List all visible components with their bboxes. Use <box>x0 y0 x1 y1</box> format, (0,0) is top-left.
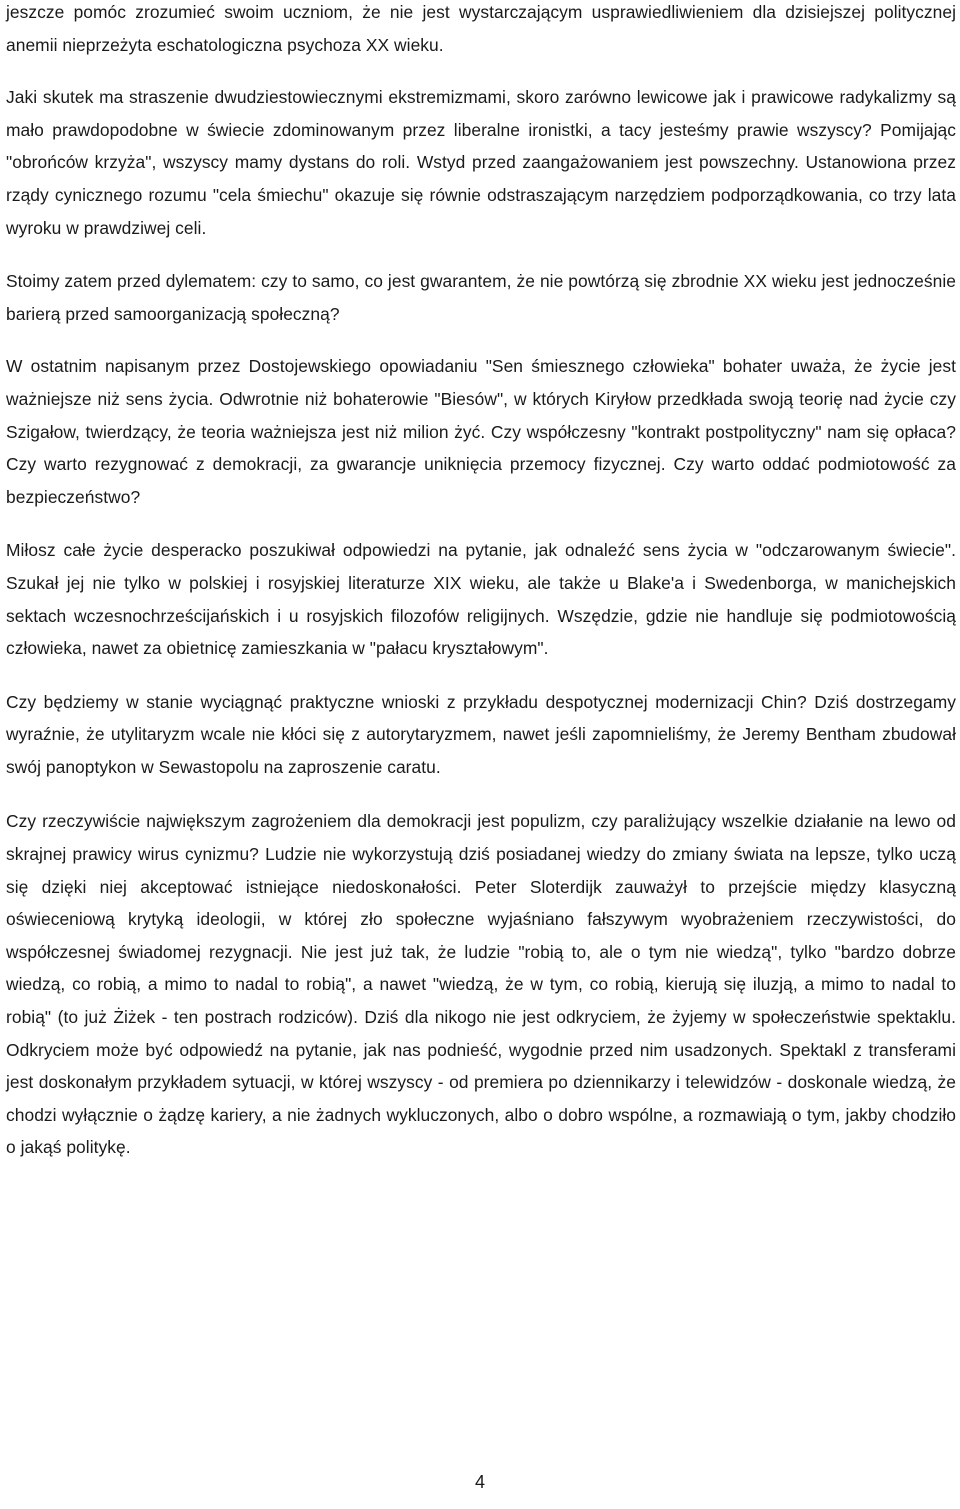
paragraph-1: jeszcze pomóc zrozumieć swoim uczniom, że nie jest wystarczającym usprawiedliwieniem dla dzisiejszej politycznej anemii nieprzeżyta eschatologiczna psychoza XX wieku. <box>6 2 956 55</box>
page-number: 4 <box>474 1472 485 1492</box>
paragraph-6: Czy będziemy w stanie wyciągnąć praktyczne wnioski z przykładu despotycznej modernizacji Chin? Dziś dostrzegamy wyraźnie, że utylitaryzm wcale nie kłóci się z autorytaryzmem, nawet jeśli zapomnieliśmy, że Jeremy Bentham zbudował swój panoptykon w Sewastopolu na zaproszenie caratu. <box>6 691 956 777</box>
paragraph-7: Czy rzeczywiście największym zagrożeniem dla demokracji jest populizm, czy paraliżujący wszelkie działanie na lewo od skrajnej prawicy wirus cynizmu? Ludzie nie wykorzystują dziś posiadanej wiedzy do zmiany świata na lepsze, tylko uczą się dzięki niej akceptować istniejące niedoskonałości. Peter Sloterdijk zauważył to przejście między klasyczną oświeceniową krytyką ideologii, w której zło społeczne wyjaśniano fałszywym wyobrażeniem rzeczywistości, do współczesnej świadomej rezygnacji. Nie jest już tak, że ludzie "robią to, ale o tym nie wiedzą", tylko "bardzo dobrze wiedzą, co robią, a mimo to nadal to robią", a nawet "wiedzą, że w tym, co robią, kierują się iluzją, a mimo to nadal to robią" (to już Żiżek - ten postrach rodziców). Dziś dla nikogo nie jest odkryciem, że żyjemy w społeczeństwie spektaklu. Odkryciem może być odpowiedź na pytanie, jak nas podnieść, wygodnie przed nim usadzonych. Spektakl z transferami jest doskonałym przykładem sytuacji, w której wszyscy - od premiera po dziennikarzy i telewidzów - doskonale wiedzą, że chodzi wyłącznie o żądzę kariery, a nie żadnych wykluczonych, albo o dobro wspólne, a rozmawiają o tym, jakby chodziło o jakąś politykę. <box>6 811 956 1158</box>
body-text <box>6 0 956 1184</box>
paragraph-5: Miłosz całe życie desperacko poszukiwał odpowiedzi na pytanie, jak odnaleźć sens życia w "odczarowanym świecie". Szukał jej nie tylko w polskiej i rosyjskiej literaturze XIX wieku, ale także u Blake'a i Swedenborga, w manichejskich sektach wczesnochrześcijańskich i u rosyjskich filozofów religijnych. Wszędzie, gdzie nie handluje się podmiotowością człowieka, nawet za obietnicę zamieszkania w "pałacu kryształowym". <box>6 540 956 659</box>
paragraph-3: Stoimy zatem przed dylematem: czy to samo, co jest gwarantem, że nie powtórzą się zbrodnie XX wieku jest jednocześnie barierą przed samoorganizacją społeczną? <box>6 271 956 324</box>
paragraph-4: W ostatnim napisanym przez Dostojewskiego opowiadaniu "Sen śmiesznego człowieka" bohater uważa, że życie jest ważniejsze niż sens życia. Odwrotnie niż bohaterowie "Biesów", w których Kiryłow przedkłada swoją teorię nad życie czy Szigałow, twierdzący, że teoria ważniejsza jest niż milion żyć. Czy współczesny "kontrakt postpolityczny" nam się opłaca? Czy warto rezygnować z demokracji, za gwarancje uniknięcia przemocy fizycznej. Czy warto oddać podmiotowość za bezpieczeństwo? <box>6 356 956 507</box>
paragraph-2: Jaki skutek ma straszenie dwudziestowiecznymi ekstremizmami, skoro zarówno lewicowe jak i prawicowe radykalizmy są mało prawdopodobne w świecie zdominowanym przez liberalne ironistki, a tacy jesteśmy prawie wszyscy? Pomijając "obrońców krzyża", wszyscy mamy dystans do roli. Wstyd przed zaangażowaniem jest powszechny. Ustanowiona przez rządy cynicznego rozumu "cela śmiechu" okazuje się równie odstraszającym narzędziem podporządkowania, co trzy lata wyroku w prawdziwej celi. <box>6 87 956 238</box>
